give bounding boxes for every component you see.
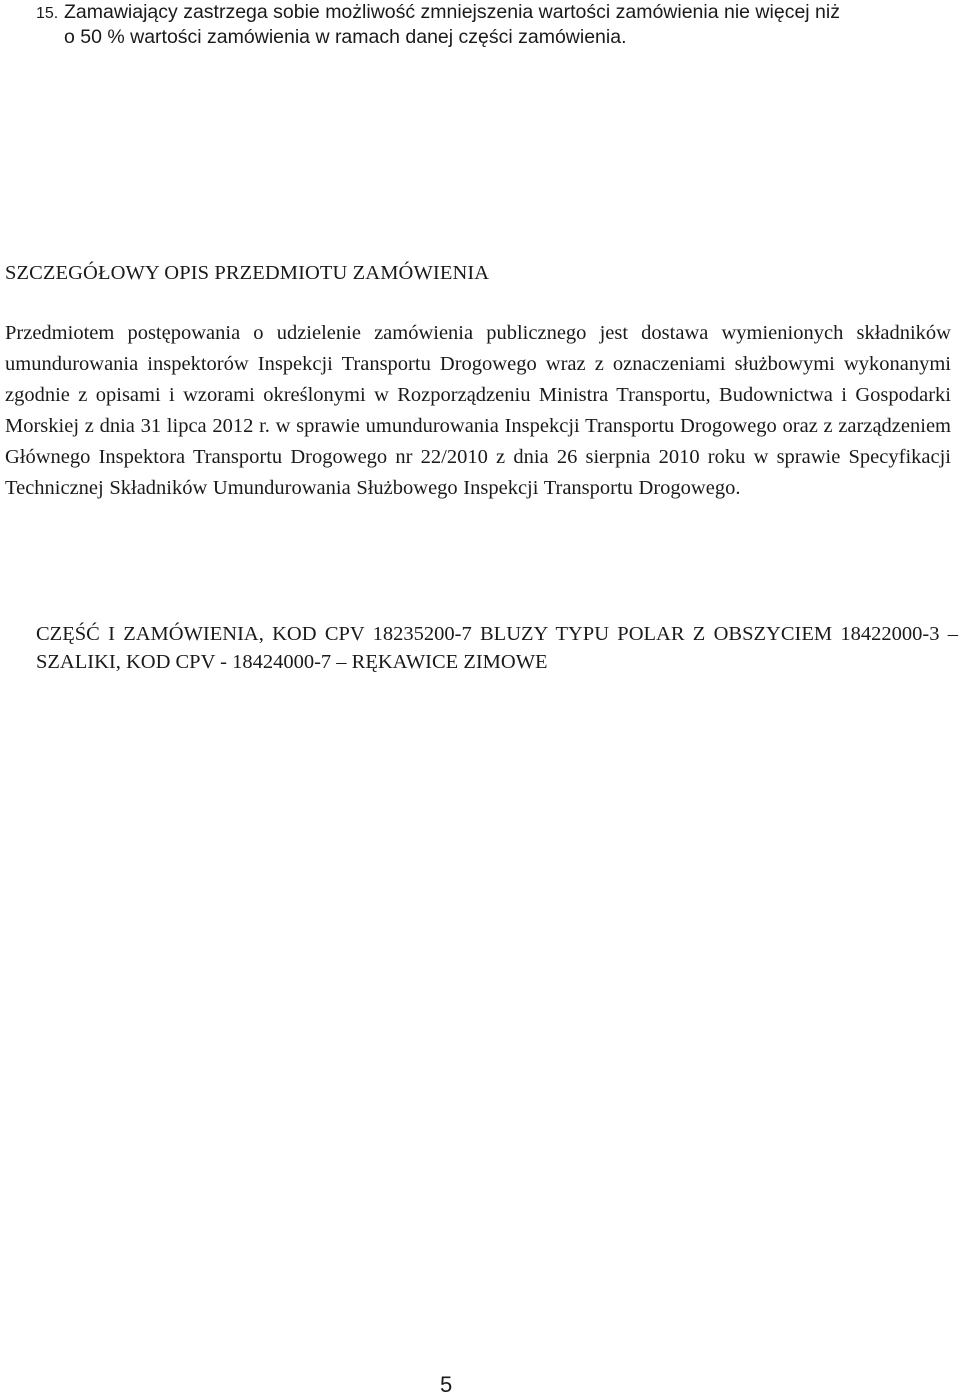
list-item-text-line-1: Zamawiający zastrzega sobie możliwość zmniejszenia wartości zamówienia nie więcej niż: [64, 1, 840, 23]
list-item-15: [36, 0, 952, 50]
body-paragraph: Przedmiotem postępowania o udzielenie zamówienia publicznego jest dostawa wymienionych składników umundurowania inspektorów Inspekcji Transportu Drogowego wraz z oznaczeniami służbowymi wykonanymi zgodnie z opisami i wzorami określonymi w Rozporządzeniu Ministra Transportu, Budownictwa i Gospodarki Morskiej z dnia 31 lipca 2012 r. w sprawie umundurowania Inspekcji Transportu Drogowego oraz z zarządzeniem Głównego Inspektora Transportu Drogowego nr 22/2010 z dnia 26 sierpnia 2010 roku w sprawie Specyfikacji Technicznej Składników Umundurowania Służbowego Inspekcji Transportu Drogowego.: [5, 322, 951, 499]
section-heading: SZCZEGÓŁOWY OPIS PRZEDMIOTU ZAMÓWIENIA: [5, 262, 490, 284]
part-heading: CZĘŚĆ I ZAMÓWIENIA, KOD CPV 18235200-7 BLUZY TYPU POLAR Z OBSZYCIEM 18422000-3 – SZALIKI, KOD CPV - 18424000-7 – RĘKAWICE ZIMOWE: [36, 623, 958, 673]
page-number: 5: [440, 1372, 453, 1397]
list-item-text-line-2: o 50 % wartości zamówienia w ramach danej części zamówienia.: [64, 26, 627, 48]
list-item-number: 15.: [36, 5, 59, 22]
